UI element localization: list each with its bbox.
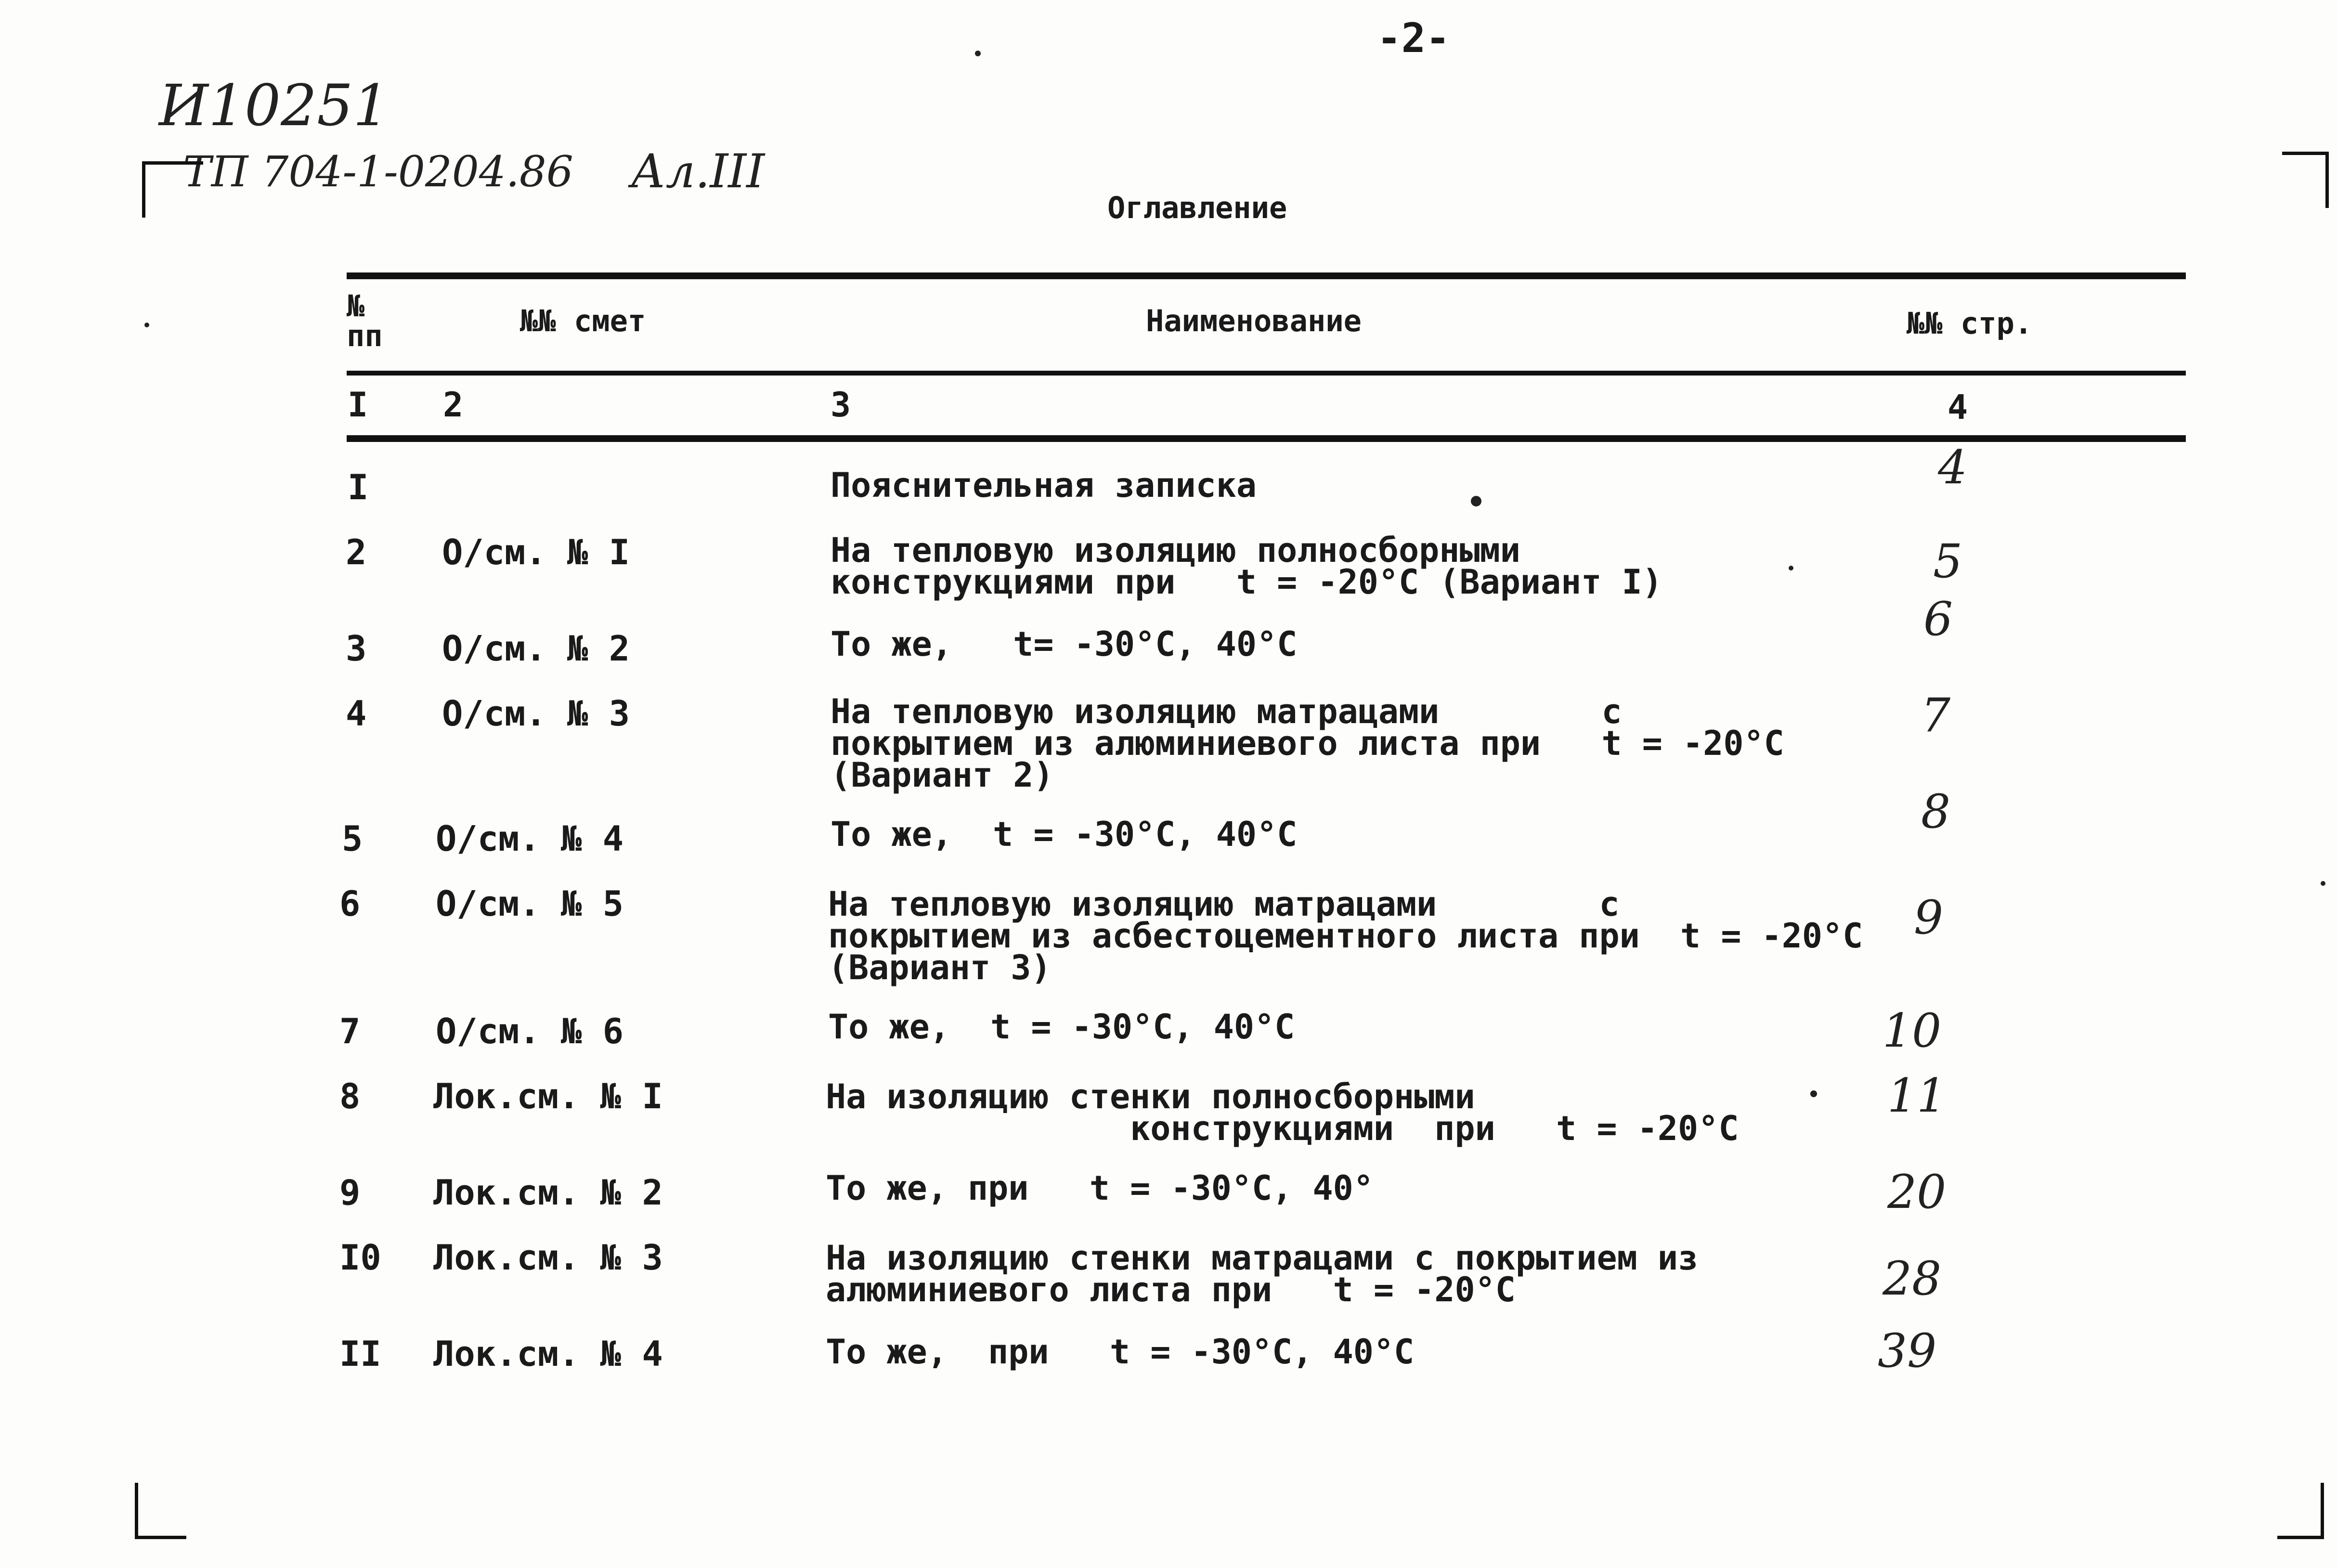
row-5-no: 5	[342, 818, 363, 859]
row-10-page: 28	[1883, 1252, 1942, 1306]
row-2-no: 2	[346, 532, 367, 572]
row-11-estimate: Лок.см. № 4	[433, 1334, 663, 1374]
row-8-name: На изоляцию стенки полносборными конструкциями при t = -20°С	[826, 1077, 1739, 1148]
project-code: ТП 704-1-0204.86	[183, 147, 573, 196]
row-4-name: На тепловую изоляцию матрацами с покрытием из алюминиевого листа при t = -20°С (Вариант 2)	[831, 692, 1784, 795]
header-estimate-no: №№ смет	[520, 303, 646, 338]
row-9-page: 20	[1887, 1165, 1947, 1219]
page-number: -2-	[1377, 14, 1450, 62]
table-header-rule	[347, 371, 2186, 376]
header-row-no: № пп	[347, 288, 383, 353]
table-column-number-rule	[347, 435, 2186, 442]
row-2-estimate: О/см. № I	[442, 532, 630, 572]
row-8-estimate: Лок.см. № I	[433, 1076, 663, 1116]
frame-corner-top-right	[2282, 152, 2329, 208]
scan-speck	[2321, 881, 2325, 886]
table-top-rule	[347, 272, 2186, 279]
column-number-1: I	[348, 385, 368, 425]
toc-title: Оглавление	[1107, 190, 1287, 225]
row-6-no: 6	[339, 883, 361, 924]
row-9-estimate: Лок.см. № 2	[433, 1172, 663, 1213]
header-name: Наименование	[1146, 303, 1362, 338]
row-5-page: 8	[1921, 785, 1951, 839]
header-page-no: №№ стр.	[1907, 306, 2033, 341]
row-5-estimate: О/см. № 4	[436, 818, 624, 859]
row-10-no: I0	[339, 1237, 381, 1278]
row-1-page: 4	[1938, 441, 1968, 494]
scan-speck	[975, 51, 981, 56]
row-3-page: 6	[1923, 592, 1953, 646]
scan-speck	[1789, 566, 1793, 570]
row-3-no: 3	[346, 628, 367, 669]
row-5-name: То же, t = -30°С, 40°С	[831, 815, 1298, 854]
row-11-name: То же, при t = -30°С, 40°С	[826, 1332, 1415, 1372]
row-6-estimate: О/см. № 5	[436, 883, 624, 924]
row-3-name: То же, t= -30°С, 40°С	[831, 624, 1298, 664]
row-10-estimate: Лок.см. № 3	[433, 1237, 663, 1278]
frame-corner-bottom-left	[135, 1483, 186, 1539]
column-number-4: 4	[1948, 388, 1968, 427]
row-3-estimate: О/см. № 2	[442, 628, 630, 669]
row-2-name: На тепловую изоляцию полносборными конструкциями при t = -20°С (Вариант I)	[831, 531, 1662, 602]
row-4-estimate: О/см. № 3	[442, 693, 630, 734]
row-11-page: 39	[1878, 1324, 1937, 1378]
row-7-no: 7	[339, 1011, 361, 1051]
column-number-3: 3	[831, 385, 851, 425]
column-number-2: 2	[443, 385, 464, 425]
row-7-page: 10	[1883, 1004, 1942, 1058]
row-1-name: Пояснительная записка	[831, 466, 1257, 505]
row-7-estimate: О/см. № 6	[436, 1011, 624, 1051]
row-8-page: 11	[1887, 1069, 1947, 1123]
album-label: Ал.III	[631, 144, 765, 198]
archive-number: И10251	[159, 72, 390, 139]
scan-speck	[144, 323, 149, 327]
scan-speck	[1471, 496, 1481, 506]
frame-corner-bottom-right	[2277, 1483, 2324, 1539]
row-10-name: На изоляцию стенки матрацами с покрытием из алюминиевого листа при t = -20°С	[826, 1238, 1699, 1309]
row-11-no: II	[339, 1334, 381, 1374]
row-8-no: 8	[339, 1076, 361, 1116]
row-7-name: То же, t = -30°С, 40°С	[828, 1007, 1295, 1047]
row-4-page: 7	[1921, 688, 1951, 742]
scan-speck	[1810, 1090, 1817, 1097]
row-2-page: 5	[1933, 534, 1963, 588]
row-9-no: 9	[339, 1172, 361, 1213]
row-9-name: То же, при t = -30°С, 40°	[826, 1168, 1374, 1208]
frame-corner-top-left	[142, 161, 203, 218]
row-1-no: I	[348, 467, 369, 507]
row-4-no: 4	[346, 693, 367, 734]
row-6-page: 9	[1914, 891, 1944, 945]
row-6-name: На тепловую изоляцию матрацами с покрытием из асбестоцементного листа при t = -20°С (Вариант 3)	[828, 884, 1863, 987]
